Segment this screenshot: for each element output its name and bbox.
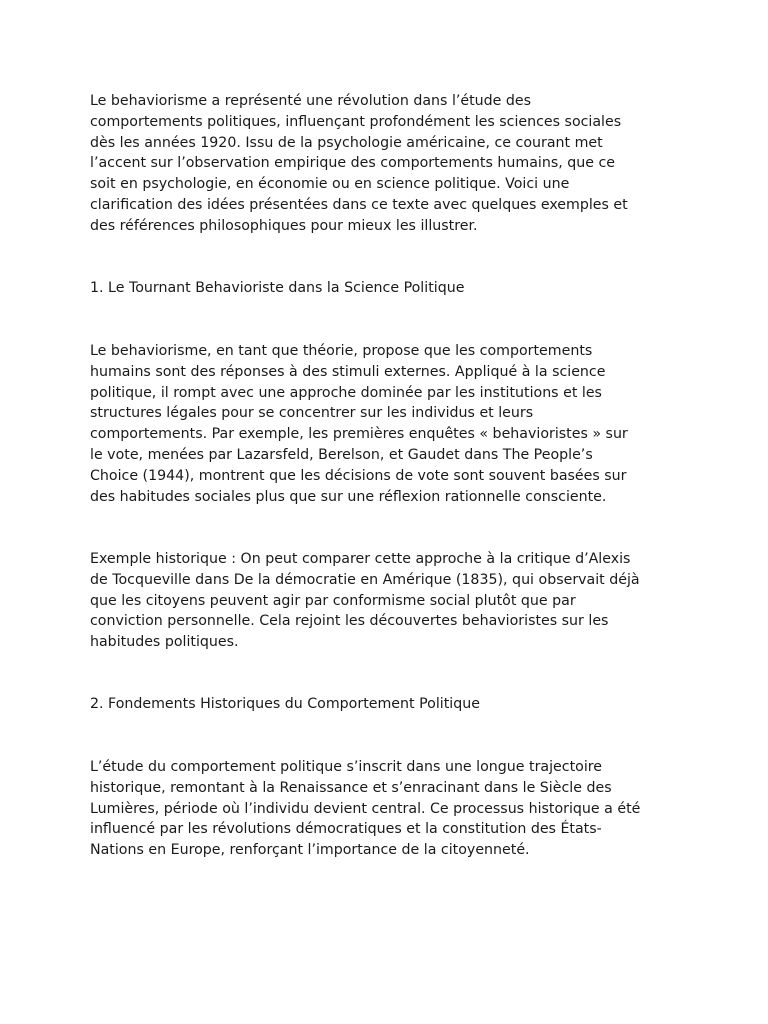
historical-example-paragraph: Exemple historique : On peut comparer cette approche à la critique d’Alexis de Tocqueville dans De la démocratie en Amérique (1835), qui observait déjà que les citoyens peuvent agir par conformisme social plutôt que par conviction personnelle. Cela rejoint les découvertes behavioristes sur les habitudes politiques. — [90, 551, 640, 651]
section-1-heading: 1. Le Tournant Behavioriste dans la Science Politique — [90, 280, 465, 296]
section-1-paragraph: Le behaviorisme, en tant que théorie, propose que les comportements humains sont des réponses à des stimuli externes. Appliqué à la science politique, il rompt avec une approche dominée par les institutions et les structures légales pour se concentrer sur les individus et leurs comportements. Par exemple, les premières enquêtes « behavioristes » sur le vote, menées par Lazarsfeld, Berelson, et Gaudet dans The People’s Choice (1944), montrent que les décisions de vote sont souvent basées sur des habitudes sociales plus que sur une réflexion rationnelle consciente. — [90, 343, 628, 505]
section-2-heading: 2. Fondements Historiques du Comportement Politique — [90, 696, 480, 712]
section-2-paragraph: L’étude du comportement politique s’inscrit dans une longue trajectoire historique, remontant à la Renaissance et s’enracinant dans le Siècle des Lumières, période où l’individu devient central. Ce processus historique a été influencé par les révolutions démocratiques et la constitution des États- Nations en Europe, renforçant l’importance de la citoyenneté. — [90, 759, 641, 859]
intro-paragraph: Le behaviorisme a représenté une révolution dans l’étude des comportements politiques, influençant profondément les sciences sociales dès les années 1920. Issu de la psychologie américaine, ce courant met l’accent sur l’observation empirique des comportements humains, que ce soit en psychologie, en économie ou en science politique. Voici une clarification des idées présentées dans ce texte avec quelques exemples et des références philosophiques pour mieux les illustrer. — [90, 93, 628, 234]
